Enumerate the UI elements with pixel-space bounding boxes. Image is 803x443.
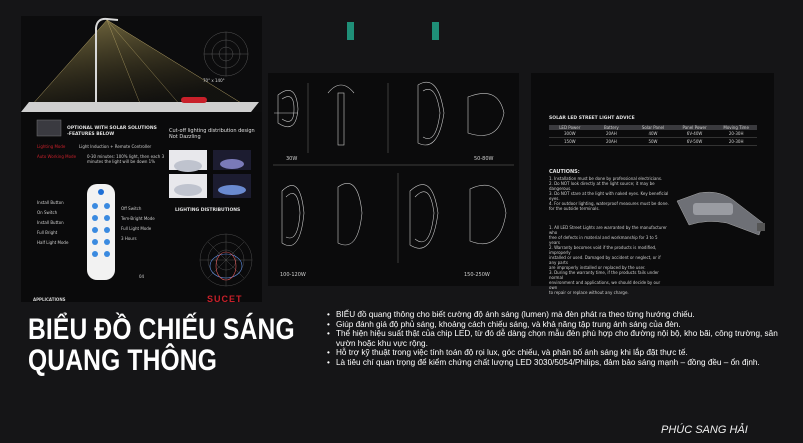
description-item: • Hỗ trợ kỹ thuật trong việc tính toán độ rọi lux, góc chiếu, và phân bố ánh sáng khi lắp đặt thực tế.: [327, 348, 797, 358]
footer-applications: APPLICATIONS: [33, 297, 66, 302]
model-drawings: [268, 73, 519, 286]
catalog-page-features: [21, 16, 262, 302]
table-cell: 6V-40W: [686, 131, 703, 136]
remote-right-label-0: Off Switch: [121, 206, 142, 211]
model-label-150-250w: 150-250W: [464, 272, 490, 278]
accent-bar-left: [347, 22, 354, 40]
table-cell: 20AH: [605, 131, 617, 136]
table-cell: 300W: [564, 131, 576, 136]
remote-label-2: Install Button: [37, 220, 64, 225]
table-header-row: [549, 125, 757, 130]
beam-angle-label: 70° x 140°: [203, 78, 225, 83]
auto-mode-value: 0-30 minutes: 100% light, then each 3 minutes the light will be down 1%: [87, 154, 165, 164]
table-cell: 150W: [564, 139, 576, 144]
warranty-line: environment and applications, we should decide by our own: [549, 280, 661, 290]
description-item: • Giúp đánh giá độ phủ sáng, khoảng cách chiếu sáng, và khả năng tập trung ánh sáng của đèn.: [327, 320, 797, 330]
table-header-cell: LED Power: [559, 125, 581, 130]
title-line-2: QUANG THÔNG: [28, 344, 218, 377]
table-header-cell: Moving Time: [723, 125, 749, 130]
table-row: [549, 130, 757, 138]
lighting-mode-value: Light Induction + Remote Controller: [79, 144, 152, 149]
distributions-heading: LIGHTING DISTRIBUTIONS: [175, 208, 241, 213]
table-cell: 20-30H: [728, 131, 744, 136]
warranty-line: 3. During the warranty time, if the products fails under normal: [549, 270, 659, 280]
remote-label-0: Install Button: [37, 200, 64, 205]
caution-line: 4. For outdoor lighting, waterproof measures must be done.: [549, 201, 669, 206]
page-number: 04: [139, 274, 145, 279]
description-item: • Là tiêu chí quan trọng để kiểm chứng chất lượng LED 3030/5054/Philips, đảm bảo sáng mạnh – đồng đều – ổn định.: [327, 358, 797, 368]
catalog-page-advice: [531, 73, 774, 295]
cautions-list: [549, 176, 669, 211]
table-header-cell: Solar Panel: [641, 125, 665, 130]
remote-label-4: Half Light Mode: [37, 240, 69, 245]
solar-features-heading: OPTIONAL WITH SOLAR SOLUTIONS -FEATURES BELOW: [67, 126, 157, 137]
remote-right-label-1: Tem-Bright Mode: [121, 216, 155, 221]
cutoff-design-text: Cut-off lighting distribution design Not Dazzling: [169, 128, 255, 140]
page-title: [28, 314, 295, 376]
description-list: [327, 310, 797, 367]
model-label-30w: 30W: [286, 156, 298, 162]
model-label-100-120w: 100-120W: [280, 272, 306, 278]
catalog-page-models: [268, 73, 519, 286]
description-item: • BIẾU đồ quang thông cho biết cường độ ánh sáng (lumen) mà đèn phát ra theo từng hướng chiếu.: [327, 310, 797, 320]
solar-table: [549, 125, 757, 146]
model-label-50-80w: 50-80W: [474, 156, 494, 162]
lighting-mode-label: Lighting Mode: [37, 144, 66, 149]
caution-line: 3. Do NOT stare at the light with naked eyes. Key beneficial eyes.: [549, 191, 669, 201]
table-row: [549, 138, 757, 146]
auto-mode-label: Auto Working Mode: [37, 154, 77, 159]
table-cell: 40W: [648, 131, 658, 136]
warranty-line: are improperly installed or replaced by the user.: [549, 265, 646, 270]
warranty-line: installed or used. Damaged by accident or neglect, or if any parts: [549, 255, 661, 265]
table-header-cell: Panel Power: [682, 125, 707, 130]
warranty-line: 1. All LED Street Lights are warranted by the manufacturer who: [549, 225, 667, 235]
footer-brand: SUCET: [207, 294, 243, 304]
warranty-list: [549, 225, 669, 295]
table-cell: 50W: [648, 139, 658, 144]
remote-label-1: On Switch: [37, 210, 58, 215]
table-header-cell: Battery: [603, 125, 619, 130]
warranty-line: free of defects in material and workmanship for 3 to 5 years: [549, 235, 658, 245]
caution-line: for the outside terminals.: [549, 206, 600, 211]
caution-line: 2. Do NOT look directly at the light source; it may be dangerous.: [549, 181, 655, 191]
table-cell: 6V-50W: [686, 139, 703, 144]
title-line-1: BIỂU ĐỒ CHIẾU SÁNG: [28, 313, 295, 346]
accent-bar-right: [432, 22, 439, 40]
solar-table-title: SOLAR LED STREET LIGHT ADVICE: [549, 116, 635, 121]
company-signature: PHÚC SANG HẢI: [661, 424, 748, 436]
warranty-line: 2. Warranty becomes void if the products is modified, improperly: [549, 245, 657, 255]
remote-right-label-2: Full Light Mode: [121, 226, 152, 231]
table-cell: 20-30H: [728, 139, 744, 144]
remote-right-label-3: 3 Hours: [121, 236, 137, 241]
remote-label-3: Full Bright: [37, 230, 58, 235]
description-item: • Thể hiện hiệu suất thật của chip LED, từ đó dễ dàng chọn mẫu đèn phù hợp cho đường nội bộ, kho bãi, công trường, sân vườn hoặc khu vực rộng.: [327, 329, 797, 348]
warranty-line: to repair or replace without any charge.: [549, 290, 629, 295]
cautions-title: CAUTIONS:: [549, 169, 580, 175]
caution-line: 1. Installation must be done by professional electricians.: [549, 176, 663, 181]
table-cell: 20AH: [605, 139, 617, 144]
